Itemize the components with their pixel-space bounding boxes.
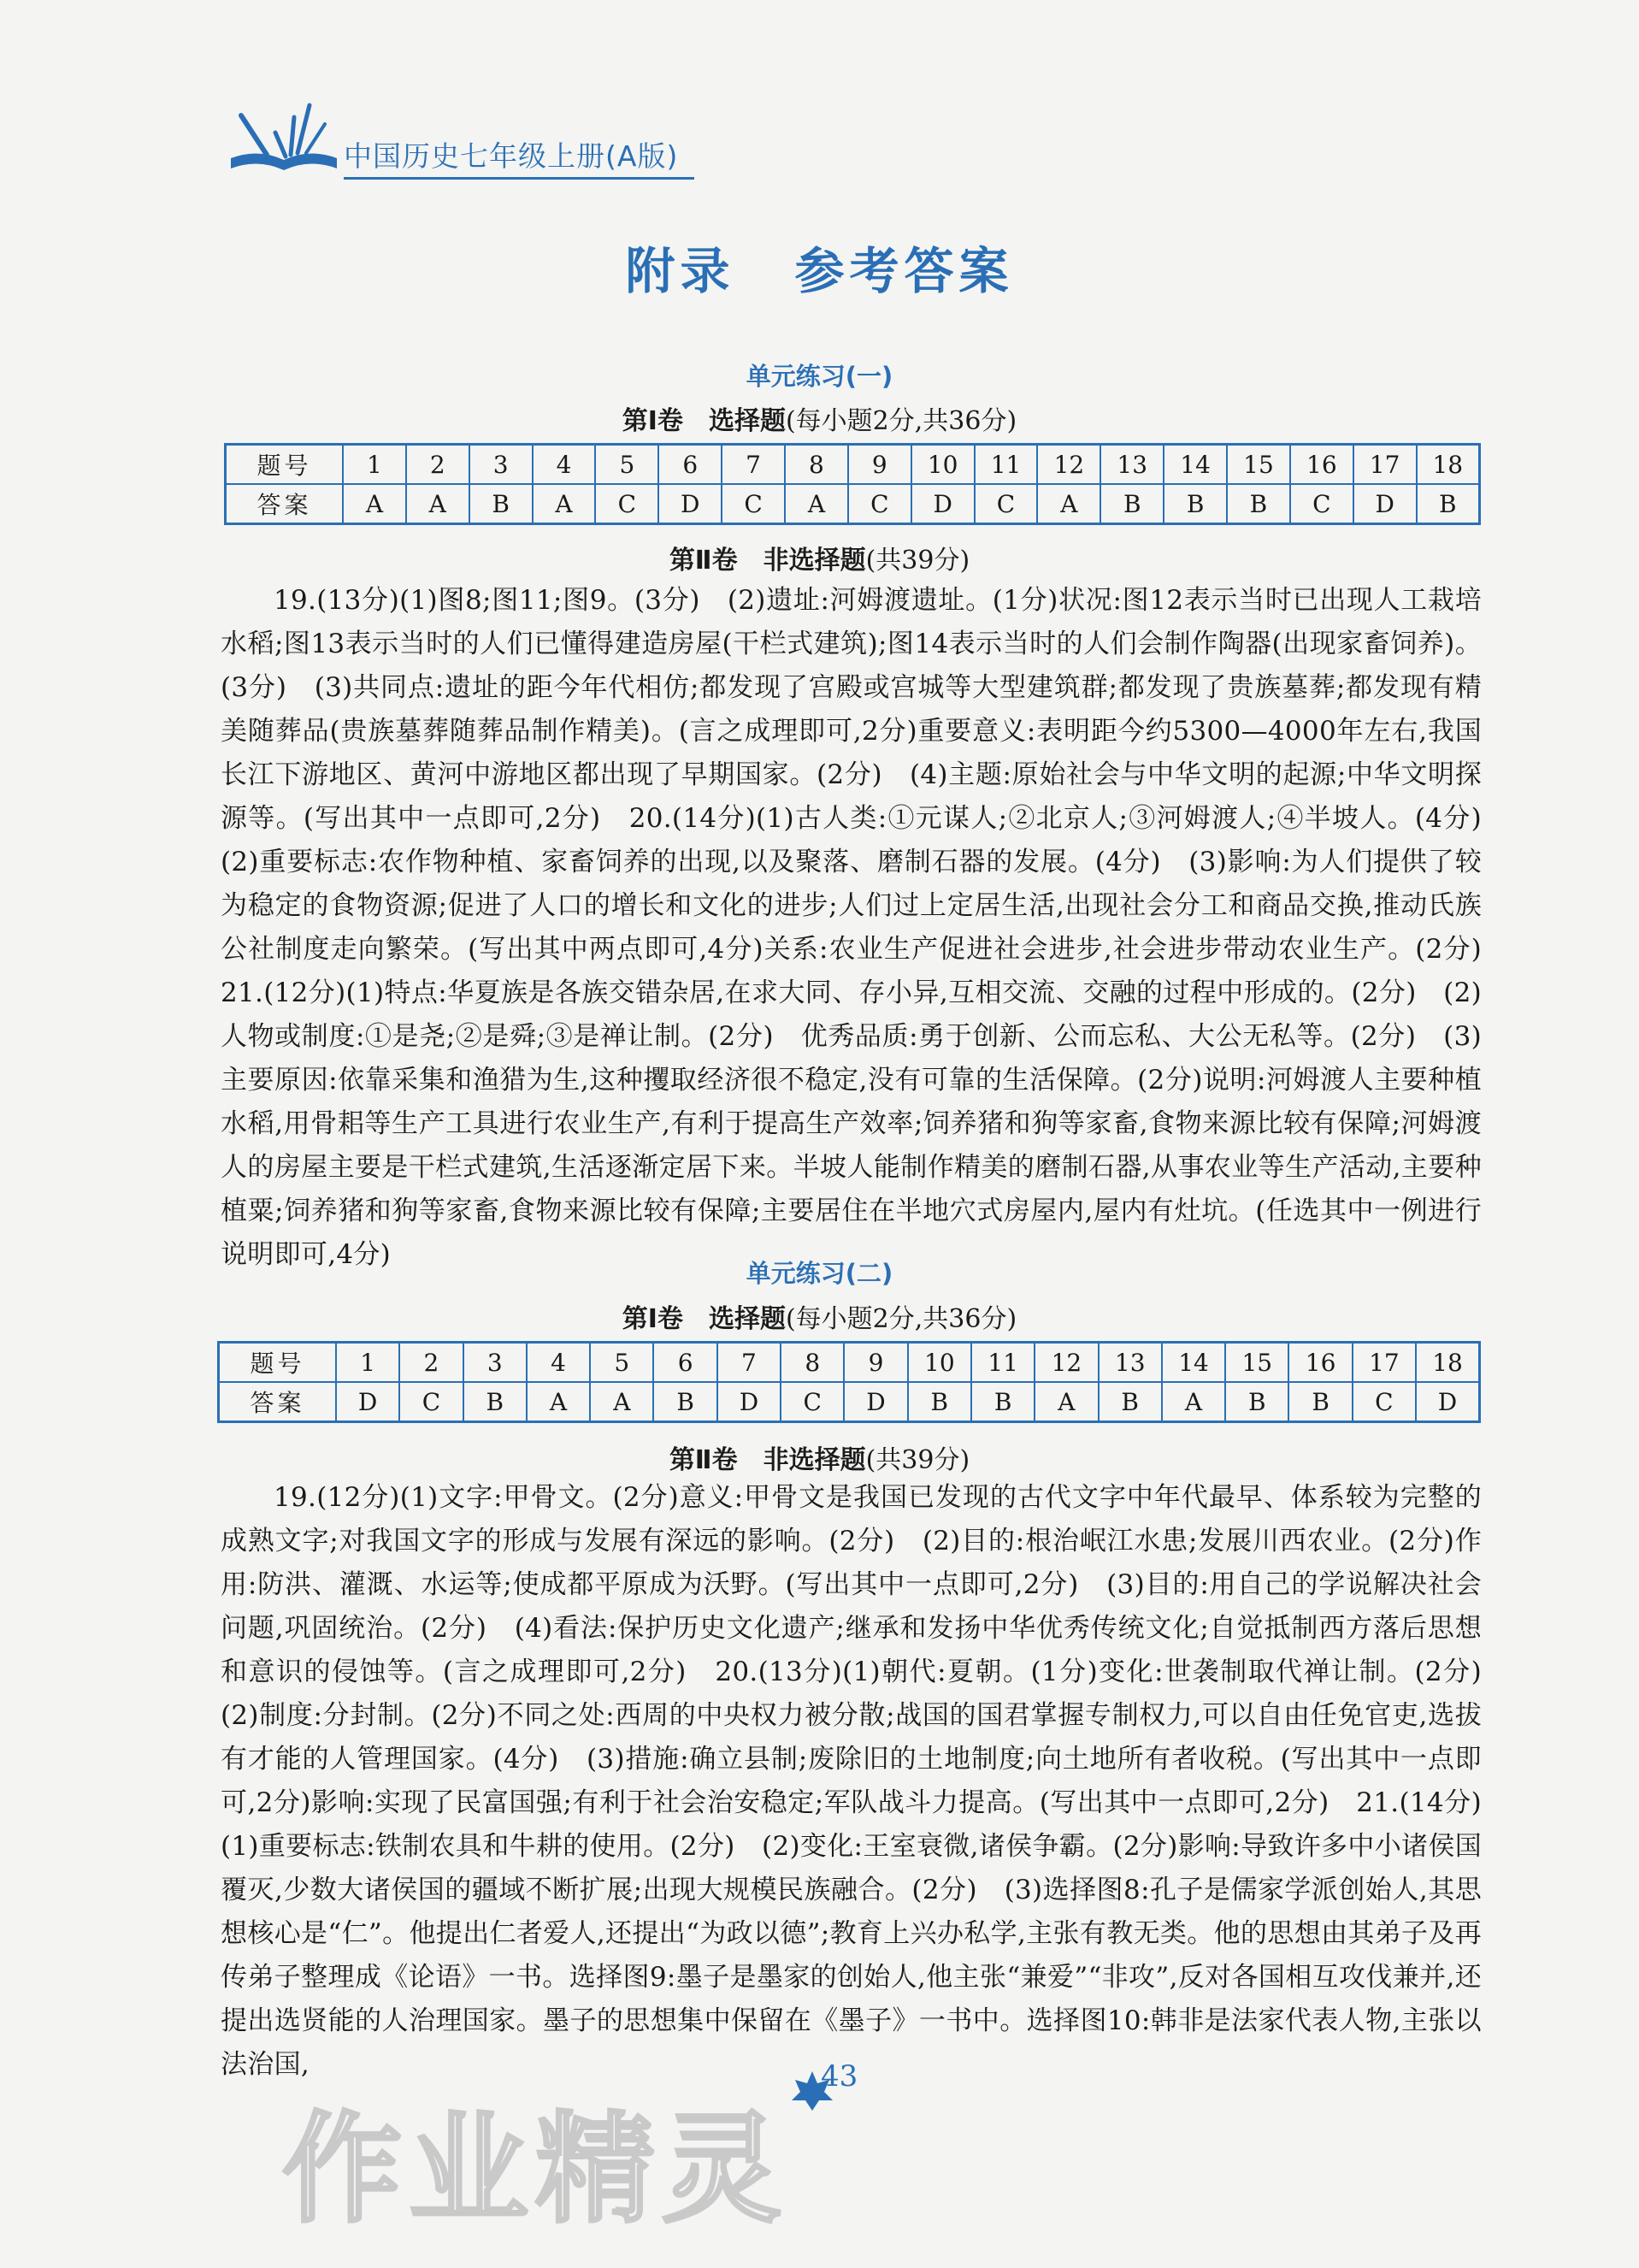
question-number-cell: 12 (1035, 1343, 1098, 1383)
answer-cell: B (1417, 484, 1480, 524)
answer-cell: A (785, 484, 848, 524)
page-title-appendix: 附录 (625, 242, 735, 300)
question-number-cell: 11 (971, 1343, 1035, 1383)
unit1-section2-label: 第Ⅱ卷 非选择题 (669, 546, 866, 576)
question-number-cell: 3 (463, 1343, 527, 1383)
unit1-section1-note: (每小题2分,共36分) (785, 406, 1017, 436)
question-number-cell: 9 (848, 445, 911, 485)
answer-cell: D (658, 484, 722, 524)
answer-cell: B (1099, 1382, 1162, 1422)
row-label-answer: 答案 (226, 484, 344, 524)
page-number: 43 (821, 2059, 858, 2094)
answer-cell: D (717, 1382, 781, 1422)
question-number-cell: 15 (1225, 1343, 1288, 1383)
question-number-cell: 16 (1290, 445, 1353, 485)
answer-cell: C (399, 1382, 463, 1422)
question-number-cell: 3 (469, 445, 533, 485)
question-number-cell: 12 (1037, 445, 1100, 485)
unit1-section2-note: (共39分) (865, 546, 970, 576)
question-number-cell: 9 (844, 1343, 907, 1383)
answer-cell: D (1416, 1382, 1479, 1422)
question-number-cell: 16 (1288, 1343, 1352, 1383)
unit1-section1-title (0, 399, 1639, 437)
page-title (0, 231, 1639, 303)
unit2-section2-title (0, 1438, 1639, 1476)
question-number-cell: 7 (717, 1343, 781, 1383)
open-book-logo-icon (224, 98, 352, 184)
answer-cell: B (1288, 1382, 1352, 1422)
unit1-answer-text: 19.(13分)(1)图8;图11;图9。(3分) (2)遗址:河姆渡遗址。(1分)状况:图12表示当时已出现人工栽培水稻;图13表示当时的人们已懂得建造房屋(干栏式建筑);图14表示当时的人们会制作陶器(出现家畜饲养)。(3分) (3)共同点:遗址的距今年代相仿;都发现了宫殿或宫城等大型建筑群;都发现了贵族墓葬;都发现有精美随葬品(贵族墓葬随葬品制作精美)。(言之成理即可,2分)重要意义:表明距今约5300—4000年左右,我国长江下游地区、黄河中游地区都出现了早期国家。(2分) (4)主题:原始社会与中华文明的起源;中华文明探源等。(写出其中一点即可,2分) 20.(14分)(1)古人类:①元谋人;②北京人;③河姆渡人;④半坡人。(4分) (2)重要标志:农作物种植、家畜饲养的出现,以及聚落、磨制石器的发展。(4分) (3)影响:为人们提供了较为稳定的食物资源;促进了人口的增长和文化的进步;人们过上定居生活,出现社会分工和商品交换,推动氏族公社制度走向繁荣。(写出其中两点即可,4分)关系:农业生产促进社会进步,社会进步带动农业生产。(2分) 21.(12分)(1)特点:华夏族是各族交错杂居,在求大同、存小异,互相交流、交融的过程中形成的。(2分) (2)人物或制度:①是尧;②是舜;③是禅让制。(2分) 优秀品质:勇于创新、公而忘私、大公无私等。(2分) (3)主要原因:依靠采集和渔猎为生,这种攫取经济很不稳定,没有可靠的生活保障。(2分)说明:河姆渡人主要种植水稻,用骨耜等生产工具进行农业生产,有利于提高生产效率;饲养猪和狗等家畜,食物来源比较有保障;河姆渡人的房屋主要是干栏式建筑,生活逐渐定居下来。半坡人能制作精美的磨制石器,从事农业等生产活动,主要种植粟;饲养猪和狗等家畜,食物来源比较有保障;主要居住在半地穴式房屋内,屋内有灶坑。(任选其中一例进行说明即可,4分) (221, 585, 1509, 1270)
answer-cell: B (1227, 484, 1290, 524)
book-title: 中国历史七年级上册(A版) (344, 139, 679, 173)
unit1-section2-title (0, 539, 1639, 576)
question-number-cell: 5 (590, 1343, 653, 1383)
question-number-cell: 14 (1162, 1343, 1225, 1383)
unit2-section2-label: 第Ⅱ卷 非选择题 (669, 1445, 866, 1475)
question-number-cell: 13 (1100, 445, 1164, 485)
question-number-cell: 17 (1353, 445, 1417, 485)
answer-cell: B (971, 1382, 1035, 1422)
answer-cell: D (1353, 484, 1417, 524)
answer-cell: B (1100, 484, 1164, 524)
unit2-section1-note: (每小题2分,共36分) (785, 1304, 1017, 1334)
answer-cell: D (911, 484, 975, 524)
question-number-cell: 5 (595, 445, 658, 485)
answer-cell: B (908, 1382, 971, 1422)
unit2-section1-label: 第Ⅰ卷 选择题 (622, 1304, 786, 1334)
unit2-answer-text: 19.(12分)(1)文字:甲骨文。(2分)意义:甲骨文是我国已发现的古代文字中年代最早、体系较为完整的成熟文字;对我国文字的形成与发展有深远的影响。(2分) (2)目的:根治岷江水患;发展川西农业。(2分)作用:防洪、灌溉、水运等;使成都平原成为沃野。(写出其中一点即可,2分) (3)目的:用自己的学说解决社会问题,巩固统治。(2分) (4)看法:保护历史文化遗产;继承和发扬中华优秀传统文化;自觉抵制西方落后思想和意识的侵蚀等。(言之成理即可,2分) 20.(13分)(1)朝代:夏朝。(1分)变化:世袭制取代禅让制。(2分) (2)制度:分封制。(2分)不同之处:西周的中央权力被分散;战国的国君掌握专制权力,可以自由任免官吏,选拔有才能的人管理国家。(4分) (3)措施:确立县制;废除旧的土地制度;向土地所有者收税。(写出其中一点即可,2分)影响:实现了民富国强;有利于社会治安稳定;军队战斗力提高。(写出其中一点即可,2分) 21.(14分)(1)重要标志:铁制农具和牛耕的使用。(2分) (2)变化:王室衰微,诸侯争霸。(2分)影响:导致许多中小诸侯国覆灭,少数大诸侯国的疆域不断扩展;出现大规模民族融合。(2分) (3)选择图8:孔子是儒家学派创始人,其思想核心是“仁”。他提出仁者爱人,还提出“为政以德”;教育上兴办私学,主张有教无类。他的思想由其弟子及再传弟子整理成《论语》一书。选择图9:墨子是墨家的创始人,他主张“兼爱”“非攻”,反对各国相互攻伐兼并,还提出选贤能的人治理国家。墨子的思想集中保留在《墨子》一书中。选择图10:韩非是法家代表人物,主张以法治国, (221, 1482, 1509, 2080)
question-number-cell: 4 (533, 445, 596, 485)
question-number-cell: 6 (653, 1343, 716, 1383)
question-number-cell: 18 (1417, 445, 1480, 485)
answer-cell: A (533, 484, 596, 524)
question-number-cell: 15 (1227, 445, 1290, 485)
question-number-cell: 18 (1416, 1343, 1479, 1383)
answer-cell: C (975, 484, 1038, 524)
question-number-cell: 2 (406, 445, 469, 485)
answer-cell: A (1037, 484, 1100, 524)
answer-cell: D (336, 1382, 399, 1422)
answer-cell: C (1353, 1382, 1416, 1422)
unit1-section1-label: 第Ⅰ卷 选择题 (622, 406, 786, 436)
answer-cell: C (781, 1382, 844, 1422)
answer-cell: B (463, 1382, 527, 1422)
answer-cell: A (343, 484, 406, 524)
answer-cell: A (1162, 1382, 1225, 1422)
unit2-section2-note: (共39分) (865, 1445, 970, 1475)
row-label-question-no: 题号 (219, 1343, 337, 1383)
unit2-answer-table (217, 1341, 1481, 1423)
question-number-cell: 17 (1353, 1343, 1416, 1383)
answer-cell: C (722, 484, 785, 524)
answer-cell: D (844, 1382, 907, 1422)
answer-cell: B (653, 1382, 716, 1422)
header-underline (344, 177, 694, 180)
answer-cell: B (1225, 1382, 1288, 1422)
page-title-answers: 参考答案 (794, 242, 1014, 300)
question-number-cell: 8 (785, 445, 848, 485)
unit2-title: 单元练习(二) (746, 1259, 893, 1288)
answer-cell: C (1290, 484, 1353, 524)
question-number-cell: 11 (975, 445, 1038, 485)
row-label-answer: 答案 (219, 1382, 337, 1422)
question-number-cell: 13 (1099, 1343, 1162, 1383)
answer-cell: C (848, 484, 911, 524)
answer-cell: A (590, 1382, 653, 1422)
question-number-cell: 1 (343, 445, 406, 485)
watermark: 作业精灵 (282, 2100, 789, 2240)
question-number-cell: 14 (1164, 445, 1227, 485)
question-number-cell: 2 (399, 1343, 463, 1383)
question-number-cell: 10 (908, 1343, 971, 1383)
unit1-title: 单元练习(一) (746, 362, 893, 391)
unit1-answer-table (224, 443, 1481, 525)
page-header (224, 98, 686, 184)
question-number-cell: 4 (527, 1343, 590, 1383)
answer-cell: A (406, 484, 469, 524)
question-number-cell: 8 (781, 1343, 844, 1383)
question-number-cell: 6 (658, 445, 722, 485)
answer-cell: A (527, 1382, 590, 1422)
question-number-cell: 10 (911, 445, 975, 485)
question-number-cell: 1 (336, 1343, 399, 1383)
answer-cell: C (595, 484, 658, 524)
answer-cell: B (469, 484, 533, 524)
page-number-badge (787, 2052, 881, 2112)
answer-cell: B (1164, 484, 1227, 524)
question-number-cell: 7 (722, 445, 785, 485)
answer-cell: A (1035, 1382, 1098, 1422)
row-label-question-no: 题号 (226, 445, 344, 485)
unit2-section1-title (0, 1297, 1639, 1335)
